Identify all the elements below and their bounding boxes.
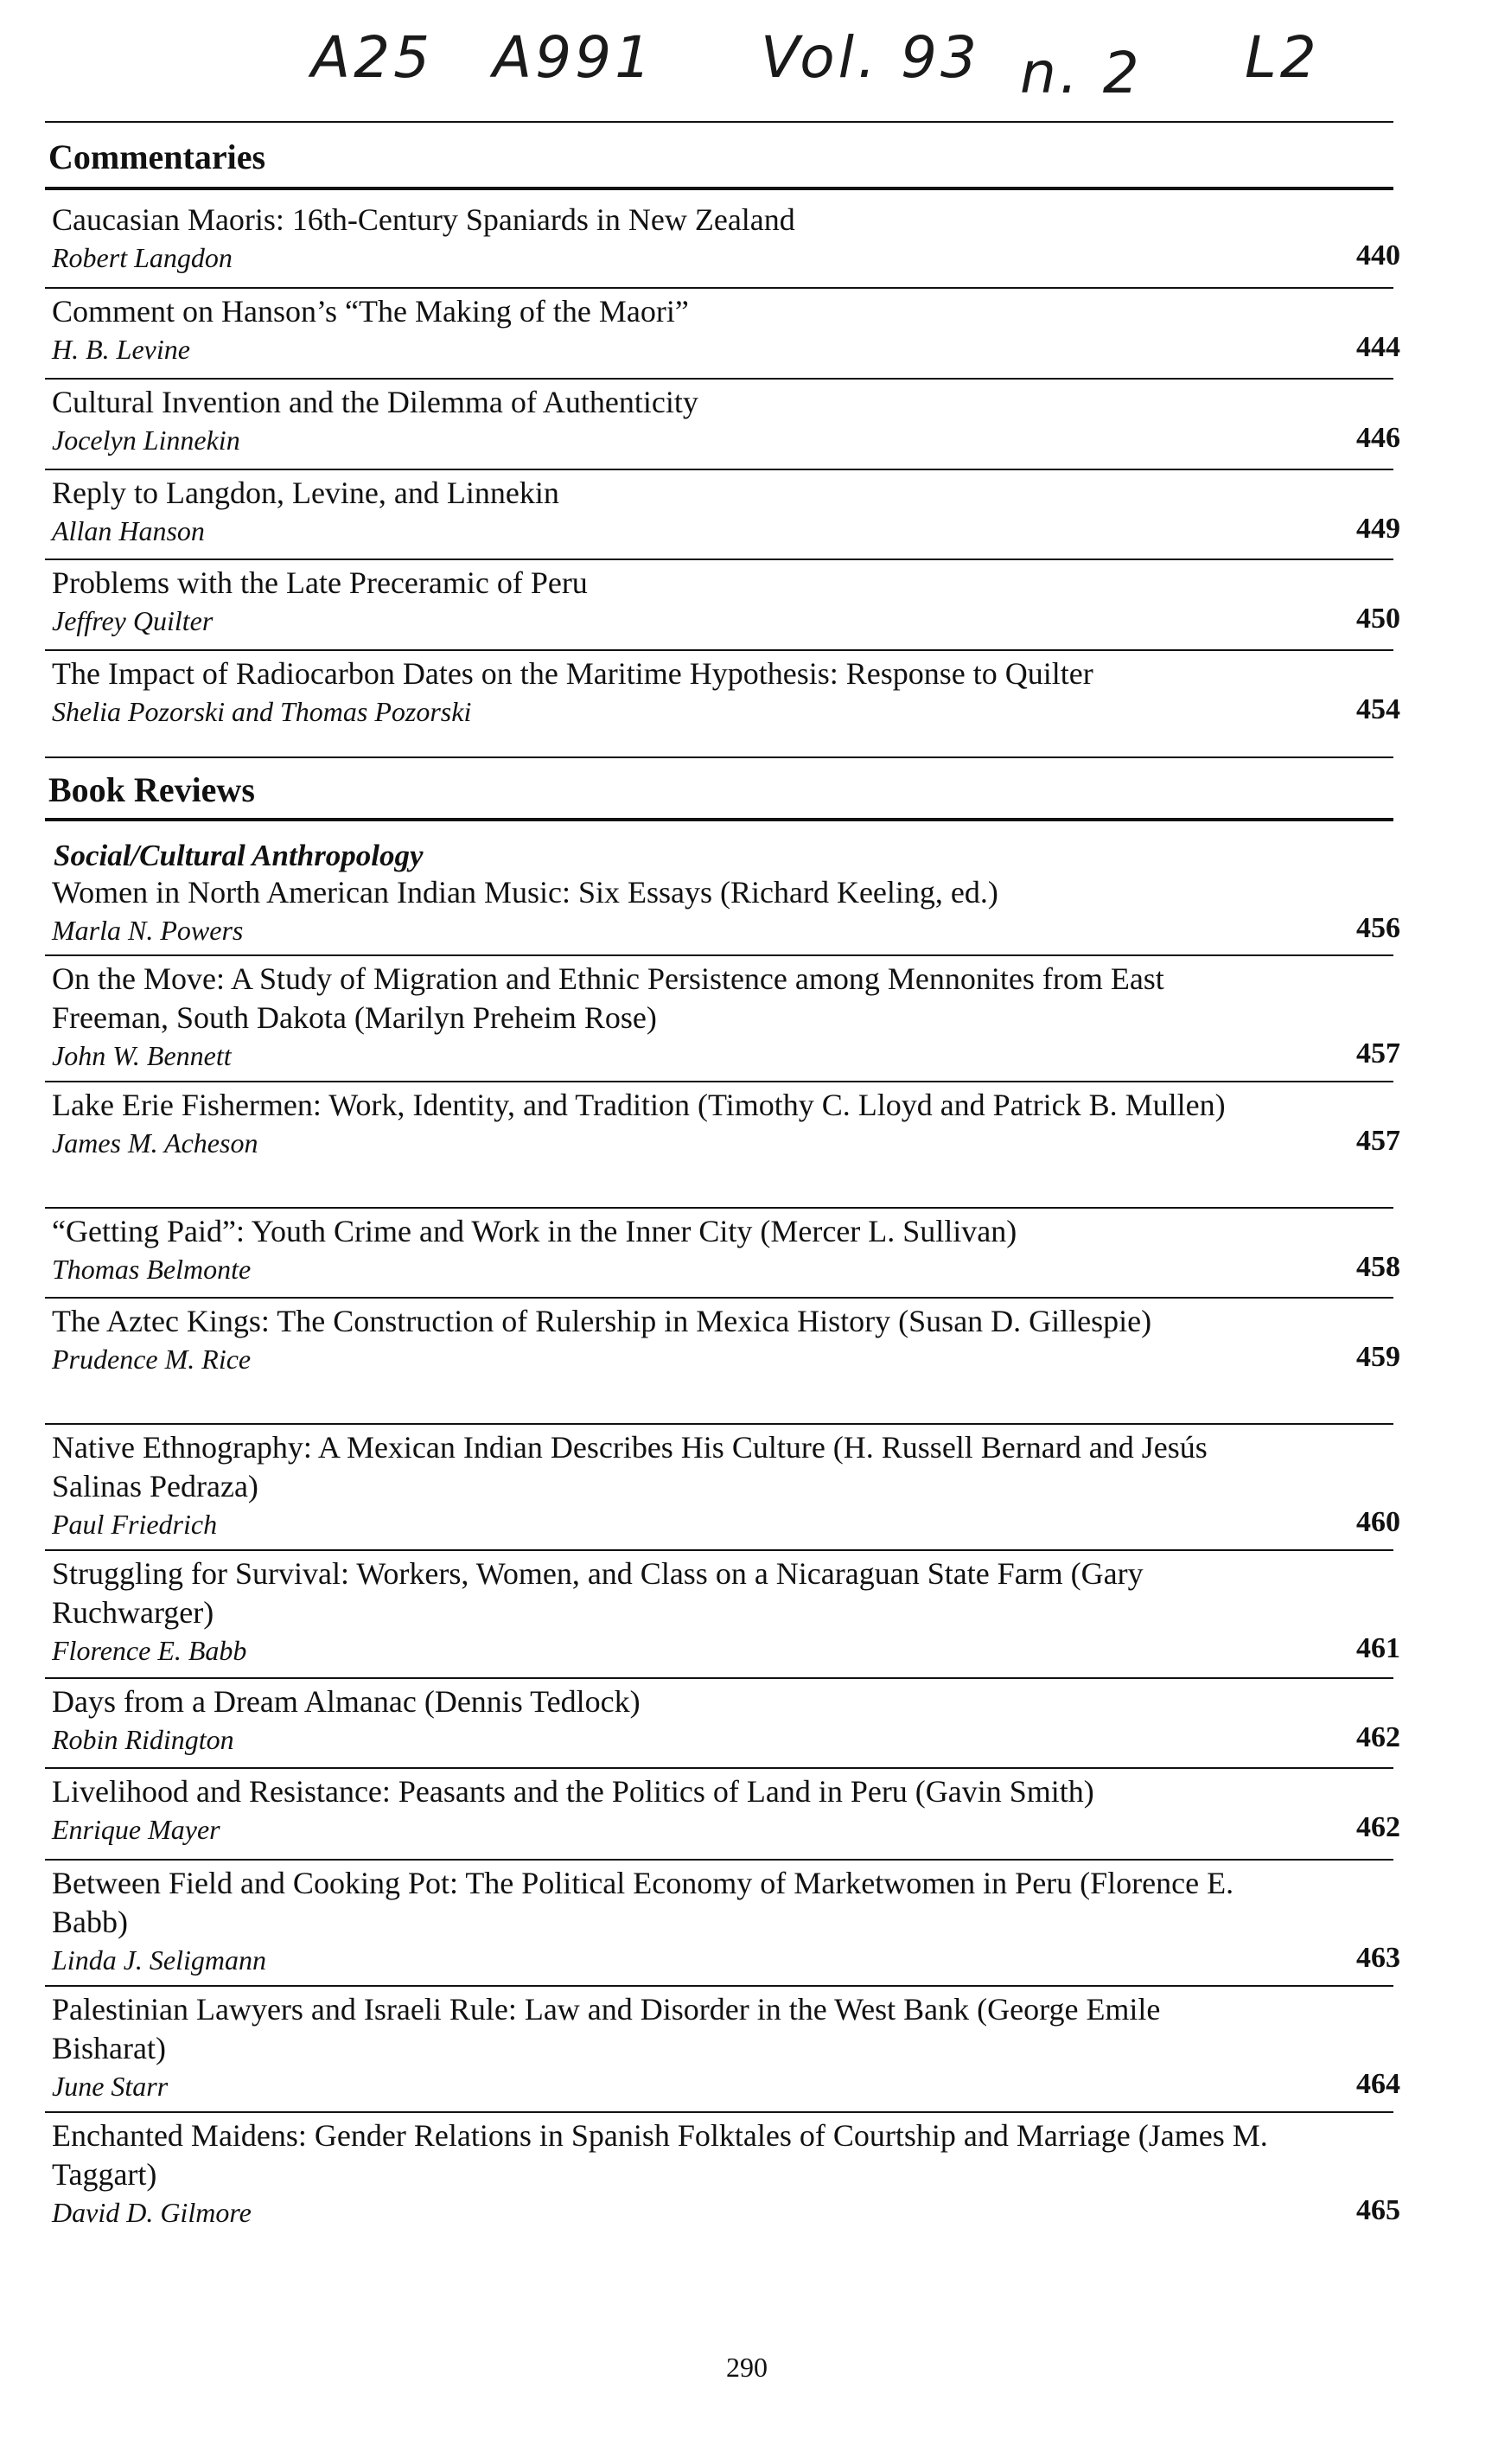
entry-page-number: 440 [1356,239,1400,271]
entry-title: Struggling for Survival: Workers, Women, and Class on a Nicaraguan State Farm (Gary Ruchwarger) [52,1556,1144,1630]
toc-entry [52,383,1400,458]
entry-divider [45,954,1393,956]
entry-title: Native Ethnography: A Mexican Indian Describes His Culture (H. Russell Bernard and Jesús Salinas Pedraza) [52,1430,1208,1503]
entry-page-number: 462 [1356,1811,1400,1843]
entry-page-number: 460 [1356,1506,1400,1538]
entry-divider [45,1423,1393,1425]
toc-entry [52,1554,1400,1669]
entry-title: The Impact of Radiocarbon Dates on the Maritime Hypothesis: Response to Quilter [52,656,1093,691]
entry-page-number: 449 [1356,513,1400,545]
toc-entry [52,1682,1400,1758]
entry-title: Caucasian Maoris: 16th-Century Spaniards in New Zealand [52,202,795,237]
toc-entry [52,654,1400,730]
entry-author: Shelia Pozorski and Thomas Pozorski [52,696,472,727]
entry-author: Allan Hanson [52,515,205,546]
entry-divider [45,1081,1393,1082]
entry-page-number: 458 [1356,1251,1400,1283]
handwritten-note-part: A991 [493,24,655,91]
section-divider [45,187,1393,190]
entry-title: Enchanted Maidens: Gender Relations in Spanish Folktales of Courtship and Marriage (James M. Taggart) [52,2118,1268,2192]
entry-page-number: 450 [1356,603,1400,635]
entry-page-number: 444 [1356,331,1400,363]
section-heading-book-reviews: Book Reviews [48,770,255,809]
entry-page-number: 465 [1356,2194,1400,2226]
entry-page-number: 457 [1356,1125,1400,1157]
entry-page-number: 457 [1356,1037,1400,1069]
entry-divider [45,1677,1393,1679]
entry-title: Problems with the Late Preceramic of Peru [52,565,588,600]
toc-entry [52,2116,1400,2231]
entry-title: Comment on Hanson’s “The Making of the Maori” [52,294,689,329]
entry-title: On the Move: A Study of Migration and Ethnic Persistence among Mennonites from East Freeman, South Dakota (Marilyn Preheim Rose) [52,961,1164,1035]
top-divider [45,121,1393,123]
entry-title: Cultural Invention and the Dilemma of Authenticity [52,385,698,419]
section-heading-commentaries: Commentaries [48,137,266,176]
entry-author: Prudence M. Rice [52,1344,252,1375]
entry-title: Lake Erie Fishermen: Work, Identity, and Tradition (Timothy C. Lloyd and Patrick B. Mullen) [52,1088,1226,1122]
handwritten-note-part: L2 [1245,24,1320,91]
toc-entry [52,1302,1400,1377]
entry-author: Robert Langdon [52,242,233,273]
entry-title: Reply to Langdon, Levine, and Linnekin [52,476,559,510]
toc-entry [52,1428,1400,1542]
entry-author: Florence E. Babb [52,1635,247,1666]
entry-divider [45,1859,1393,1861]
entry-author: Thomas Belmonte [52,1254,252,1285]
handwritten-catalog-note [311,24,1400,111]
entry-divider [45,559,1393,560]
handwritten-note-part: Vol. 93 [761,24,980,91]
toc-entry [52,201,1400,276]
entry-title: “Getting Paid”: Youth Crime and Work in the Inner City (Mercer L. Sullivan) [52,1214,1017,1248]
toc-entry [52,1212,1400,1287]
toc-entry [52,474,1400,549]
toc-entry [52,1086,1400,1161]
entry-title: Days from a Dream Almanac (Dennis Tedlock) [52,1684,641,1719]
entry-title: Palestinian Lawyers and Israeli Rule: Law and Disorder in the West Bank (George Emile Bisharat) [52,1992,1161,2065]
entry-page-number: 456 [1356,912,1400,944]
entry-author: John W. Bennett [52,1040,232,1071]
entry-page-number: 464 [1356,2068,1400,2100]
entry-author: Robin Ridington [52,1724,234,1755]
entry-page-number: 454 [1356,693,1400,725]
entry-author: David D. Gilmore [52,2197,252,2228]
section-top-divider [45,756,1393,758]
entry-title: Livelihood and Resistance: Peasants and the Politics of Land in Peru (Gavin Smith) [52,1774,1094,1809]
entry-page-number: 462 [1356,1721,1400,1753]
toc-entry [52,873,1400,948]
entry-author: Enrique Mayer [52,1814,220,1845]
toc-entry [52,1772,1400,1848]
entry-page-number: 461 [1356,1632,1400,1664]
entry-title: Between Field and Cooking Pot: The Political Economy of Marketwomen in Peru (Florence E. Babb) [52,1866,1234,1939]
entry-author: Marla N. Powers [52,915,244,946]
entry-author: James M. Acheson [52,1127,258,1159]
entry-author: June Starr [52,2071,169,2102]
entry-divider [45,378,1393,380]
entry-divider [45,1767,1393,1769]
entry-divider [45,469,1393,470]
entry-divider [45,1297,1393,1299]
toc-entry [52,292,1400,367]
toc-entry [52,1864,1400,1978]
entry-author: Jeffrey Quilter [52,605,214,636]
entry-divider [45,1549,1393,1551]
entry-divider [45,2111,1393,2113]
entry-divider [45,1207,1393,1209]
entry-divider [45,1985,1393,1987]
entry-title: Women in North American Indian Music: Six Essays (Richard Keeling, ed.) [52,875,998,910]
entry-author: Paul Friedrich [52,1509,218,1540]
toc-entry [52,1990,1400,2104]
toc-entry [52,960,1400,1074]
entry-divider [45,287,1393,289]
entry-page-number: 446 [1356,422,1400,454]
toc-entry [52,564,1400,639]
entry-author: H. B. Levine [52,334,190,365]
subsection-heading: Social/Cultural Anthropology [54,839,424,872]
section-divider [45,818,1393,821]
entry-author: Linda J. Seligmann [52,1944,266,1976]
entry-page-number: 459 [1356,1341,1400,1373]
entry-page-number: 463 [1356,1942,1400,1974]
handwritten-note-part: A25 [311,24,434,91]
entry-title: The Aztec Kings: The Construction of Rulership in Mexica History (Susan D. Gillespie) [52,1304,1152,1338]
entry-divider [45,649,1393,651]
handwritten-note-part: n. 2 [1020,40,1143,106]
entry-author: Jocelyn Linnekin [52,424,240,456]
page-number: 290 [726,2352,768,2383]
